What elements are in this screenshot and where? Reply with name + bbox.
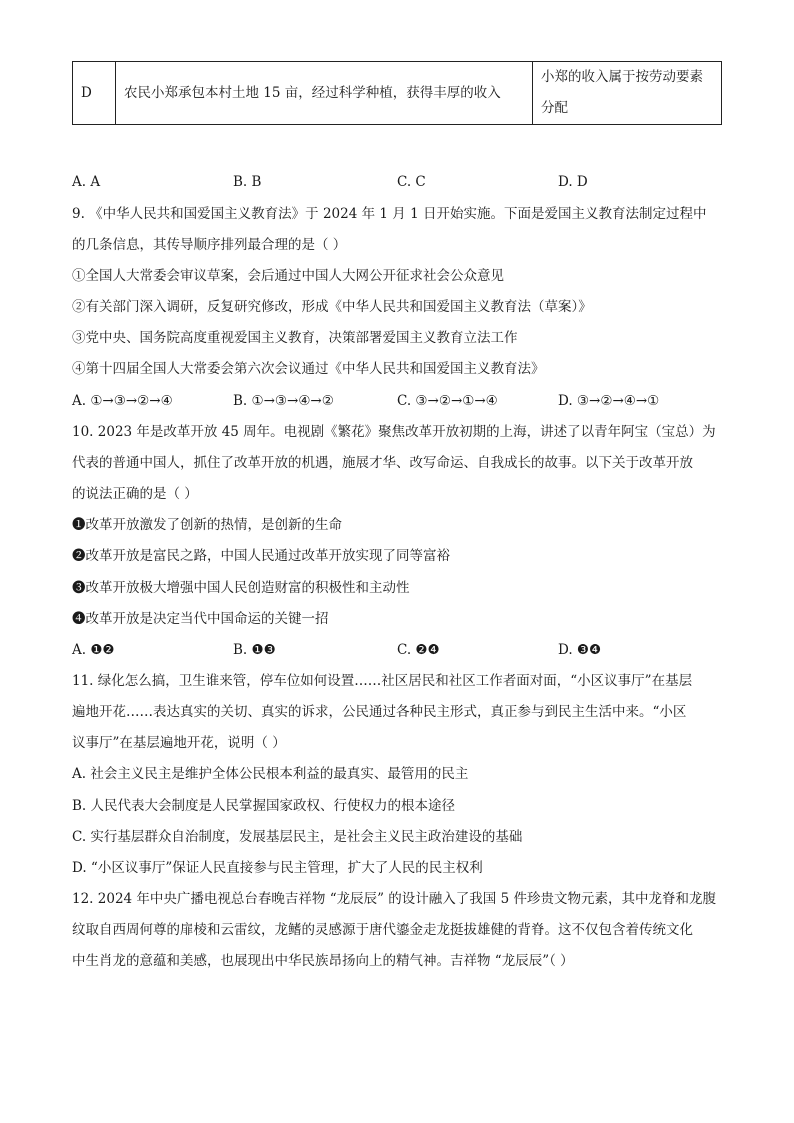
- option-b[interactable]: B. ①→③→④→②: [233, 393, 334, 409]
- q9-item: ③党中央、国务院高度重视爱国主义教育，决策部署爱国主义教育立法工作: [72, 330, 518, 346]
- q9-options: [72, 391, 732, 411]
- q10-item: ❷改革开放是富民之路，中国人民通过改革开放实现了同等富裕: [72, 548, 450, 564]
- q10-item: ❶改革开放激发了创新的热情，是创新的生命: [72, 517, 342, 533]
- q12-stem-line: 中生肖龙的意蕴和美感，也展现出中华民族昂扬向上的精气神。吉祥物 “龙辰辰”（ ）: [72, 953, 574, 969]
- analysis-cell: [533, 62, 722, 125]
- q10-options: [72, 640, 732, 660]
- q11-stem-line: 遍地开花……表达真实的关切、真实的诉求，公民通过各种民主形式，真正参与到民主生活中来。“小区: [72, 704, 687, 720]
- q8-options: [72, 172, 732, 192]
- q10-stem-line: 的说法正确的是（ ）: [72, 486, 198, 502]
- q12-stem-line: 12. 2024 年中央广播电视总台春晚吉祥物 “龙辰辰” 的设计融入了我国 5 件珍贵文物元素，其中龙脊和龙腹: [72, 891, 716, 907]
- q10-stem-line: 代表的普通中国人，抓住了改革开放的机遇，施展才华、改写命运、自我成长的故事。以下关于改革开放: [72, 455, 693, 471]
- q10-item: ❹改革开放是决定当代中国命运的关键一招: [72, 611, 329, 627]
- q9-item: ①全国人大常委会审议草案，会后通过中国人大网公开征求社会公众意见: [72, 268, 504, 284]
- option-c[interactable]: C. ③→②→①→④: [397, 393, 498, 409]
- q10-stem-line: 10. 2023 年是改革开放 45 周年。电视剧《繁花》聚焦改革开放初期的上海，讲述了以青年阿宝（宝总）为: [72, 424, 716, 440]
- option-d[interactable]: D. ③→②→④→①: [558, 393, 660, 409]
- option-letter-cell: D: [73, 62, 116, 125]
- q9-stem-line: 的几条信息，其传导顺序排列最合理的是（ ）: [72, 237, 347, 253]
- q9-item: ④第十四届全国人大常委会第六次会议通过《中华人民共和国爱国主义教育法》: [72, 361, 545, 377]
- material-cell: 农民小郑承包本村土地 15 亩，经过科学种植，获得丰厚的收入: [116, 62, 533, 125]
- option-b[interactable]: B. 人民代表大会制度是人民掌握国家政权、行使权力的根本途径: [72, 798, 456, 814]
- option-c[interactable]: C. ❷❹: [397, 642, 440, 658]
- q10-item: ❸改革开放极大增强中国人民创造财富的积极性和主动性: [72, 580, 410, 596]
- option-d[interactable]: D. ❸❹: [558, 642, 602, 658]
- option-a[interactable]: A. ①→③→②→④: [72, 393, 173, 409]
- q9-stem-line: 9. 《中华人民共和国爱国主义教育法》于 2024 年 1 月 1 日开始实施。下面是爱国主义教育法制定过程中: [72, 206, 707, 222]
- q11-stem-line: 11. 绿化怎么搞，卫生谁来管，停车位如何设置……社区居民和社区工作者面对面，“小区议事厅”在基层: [72, 673, 693, 689]
- answer-analysis-table: [72, 61, 722, 125]
- q12-stem-line: 纹取自西周何尊的扉棱和云雷纹，龙鳍的灵感源于唐代鎏金走龙挺拔雄健的背脊。这不仅包含着传统文化: [72, 922, 693, 938]
- option-d[interactable]: D. D: [558, 174, 588, 190]
- option-d[interactable]: D. “小区议事厅”保证人民直接参与民主管理，扩大了人民的民主权利: [72, 860, 483, 876]
- option-c[interactable]: C. 实行基层群众自治制度，发展基层民主，是社会主义民主政治建设的基础: [72, 829, 523, 845]
- table-row: [73, 62, 722, 125]
- analysis-line: 分配: [541, 100, 568, 116]
- option-b[interactable]: B. B: [233, 174, 262, 190]
- q9-item: ②有关部门深入调研，反复研究修改，形成《中华人民共和国爱国主义教育法（草案）》: [72, 299, 592, 315]
- option-a[interactable]: A. A: [72, 174, 101, 190]
- option-a[interactable]: A. 社会主义民主是维护全体公民根本利益的最真实、最管用的民主: [72, 766, 469, 782]
- option-c[interactable]: C. C: [397, 174, 426, 190]
- option-b[interactable]: B. ❶❸: [233, 642, 276, 658]
- q11-stem-line: 议事厅”在基层遍地开花，说明（ ）: [72, 735, 286, 751]
- option-a[interactable]: A. ❶❷: [72, 642, 115, 658]
- analysis-line: 小郑的收入属于按劳动要素: [541, 69, 703, 85]
